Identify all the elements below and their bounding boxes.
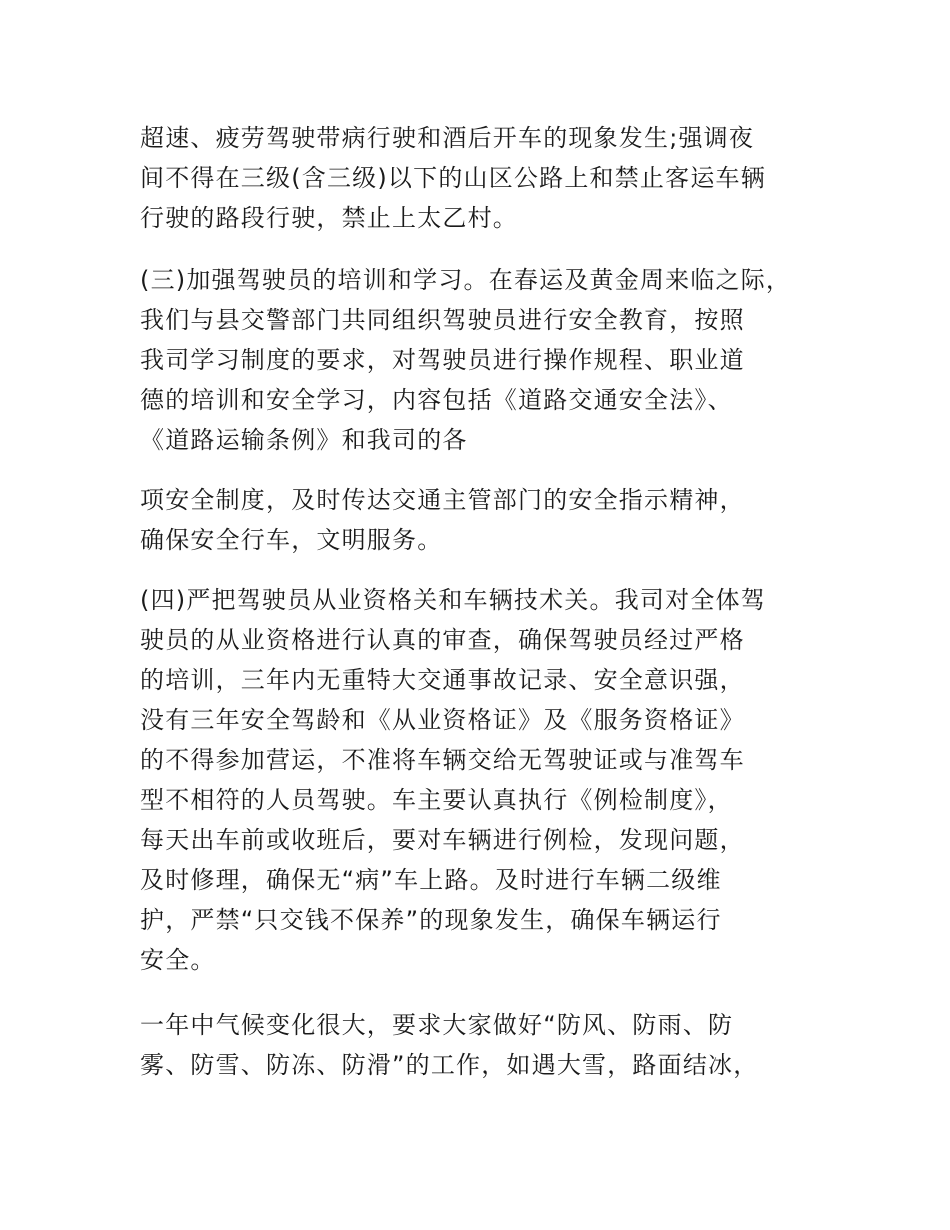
text-line: 护，严禁“只交钱不保养”的现象发生，确保车辆运行: [140, 906, 722, 934]
text-line: (三)加强驾驶员的培训和学习。在春运及黄金周来临之际，: [140, 266, 792, 294]
text-line: 我们与县交警部门共同组织驾驶员进行安全教育，按照: [140, 306, 745, 334]
text-line: 确保安全行车，文明服务。: [140, 526, 443, 554]
text-line: 安全。: [140, 946, 216, 974]
text-line: (四)严把驾驶员从业资格关和车辆技术关。我司对全体驾: [140, 586, 766, 614]
text-line: 没有三年安全驾龄和《从业资格证》及《服务资格证》: [140, 706, 745, 734]
text-line: 每天出车前或收班后，要对车辆进行例检，发现问题，: [140, 826, 745, 854]
text-line: 的培训，三年内无重特大交通事故记录、安全意识强，: [140, 666, 745, 694]
paragraph-driver-training: [140, 260, 840, 460]
text-line: 的不得参加营运，不准将车辆交给无驾驶证或与准驾车: [140, 746, 745, 774]
text-line: 超速、疲劳驾驶带病行驶和酒后开车的现象发生;强调夜: [140, 124, 755, 152]
text-line: 型不相符的人员驾驶。车主要认真执行《例检制度》，: [140, 786, 733, 814]
text-line: 间不得在三级(含三级)以下的山区公路上和禁止客运车辆: [140, 164, 766, 192]
text-line: 我司学习制度的要求，对驾驶员进行操作规程、职业道: [140, 346, 745, 374]
text-line: 项安全制度，及时传达交通主管部门的安全指示精神，: [140, 486, 745, 514]
paragraph-qualification-check: [140, 580, 840, 980]
text-line: 一年中气候变化很大，要求大家做好“防风、防雨、防: [140, 1011, 734, 1039]
text-line: 及时修理，确保无“病”车上路。及时进行车辆二级维: [140, 866, 722, 894]
text-line: 德的培训和安全学习，内容包括《道路交通安全法》、: [140, 386, 733, 414]
text-line: 雾、防雪、防冻、防滑”的工作，如遇大雪，路面结冰，: [140, 1051, 759, 1079]
text-line: 驶员的从业资格进行认真的审查，确保驾驶员经过严格: [140, 626, 745, 654]
text-line: 《道路运输条例》和我司的各: [140, 426, 468, 454]
paragraph-safety-rules: [140, 480, 840, 560]
paragraph-weather-precautions: [140, 1005, 840, 1085]
text-line: 行驶的路段行驶，禁止上太乙村。: [140, 204, 518, 232]
paragraph-speeding-fatigue: [140, 118, 840, 238]
